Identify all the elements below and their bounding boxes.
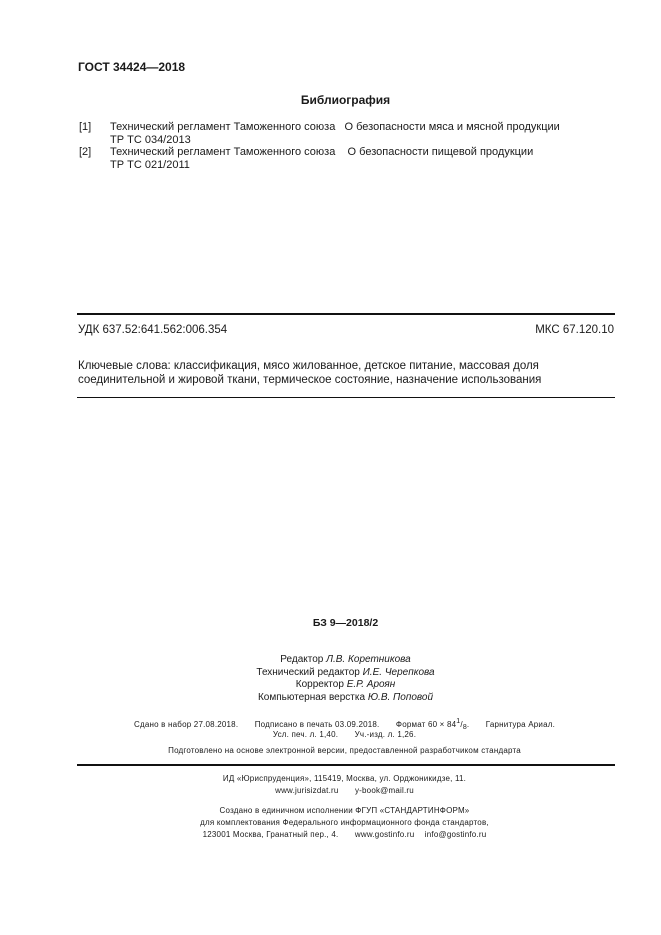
- credit-role: Компьютерная верстка: [257, 691, 366, 703]
- publisher-email-link[interactable]: y-book@mail.ru: [354, 786, 414, 795]
- creator-email-link[interactable]: info@gostinfo.ru: [424, 830, 487, 839]
- bibliography-item-title: Технический регламент Таможенного союза О безопасности пищевой продукции: [110, 146, 534, 158]
- creator-line: для комплектования Федерального информационного фонда стандартов,: [200, 818, 489, 827]
- creator-line: Создано в единичном исполнении ФГУП «СТАНДАРТИНФОРМ»: [219, 806, 470, 815]
- credit-role: Редактор: [280, 654, 324, 665]
- divider-top: [77, 313, 615, 315]
- creator-block: [0, 805, 661, 829]
- publisher-block: [0, 773, 661, 797]
- bibliography-item-code: ТР ТС 021/2011: [110, 159, 190, 171]
- signed-date: Подписано в печать 03.09.2018.: [254, 720, 380, 729]
- bz-number: БЗ 9—2018/2: [312, 617, 379, 629]
- creator-address: 123001 Москва, Гранатный пер., 4.: [202, 830, 339, 839]
- format-numerator: 1: [456, 718, 461, 725]
- pub-sheets: Уч.-изд. л. 1,26.: [354, 730, 417, 739]
- format: Формат $60 \times 84^1/_8$.: [395, 718, 470, 731]
- typeface: Гарнитура Ариал.: [485, 720, 556, 729]
- credit-tech-editor: [30, 667, 661, 680]
- document-code: ГОСТ 34424—2018: [78, 60, 186, 74]
- credit-proofreader: [30, 679, 661, 692]
- print-sheets: Усл. печ. л. 1,40.: [272, 730, 339, 739]
- credits-block: [0, 654, 661, 704]
- credit-name: Е.Р. Ароян: [346, 679, 396, 690]
- bibliography-title: Библиография: [300, 93, 391, 107]
- divider-imprint: [77, 764, 615, 766]
- publisher-address: ИД «Юриспруденция», 115419, Москва, ул. Орджоникидзе, 11.: [222, 774, 467, 783]
- bibliography-item-number: [2]: [79, 146, 92, 158]
- credit-name: И.Е. Черепкова: [362, 666, 435, 678]
- format-suffix: .: [466, 720, 470, 729]
- bibliography-item-title: Технический регламент Таможенного союза О безопасности мяса и мясной продукции: [110, 121, 560, 133]
- udk-code: УДК 637.52:641.562:006.354: [78, 324, 228, 336]
- sheet-details: [0, 730, 661, 739]
- format-denominator: 8: [462, 724, 467, 731]
- credit-role: Технический редактор: [256, 666, 360, 678]
- credit-name: Ю.В. Поповой: [367, 691, 434, 703]
- prepared-note: Подготовлено на основе электронной версии, предоставленной разработчиком стандарта: [168, 746, 521, 755]
- format-prefix: Формат 60 × 84: [395, 720, 457, 729]
- credit-layout: [30, 692, 661, 705]
- divider-bottom: [77, 397, 615, 398]
- keywords: Ключевые слова: классификация, мясо жилованное, детское питание, массовая доля соединительной и жировой ткани, термическое состояние, назначение использования: [78, 360, 542, 386]
- creator-site-link[interactable]: www.gostinfo.ru: [354, 830, 415, 839]
- submitted-date: Сдано в набор 27.08.2018.: [133, 720, 239, 729]
- publisher-site-link[interactable]: www.jurisizdat.ru: [275, 786, 339, 795]
- credit-role: Корректор: [295, 679, 344, 690]
- publisher-contacts: [28, 785, 661, 797]
- creator-contacts: [0, 830, 661, 839]
- credit-editor: [30, 654, 661, 667]
- bibliography-item-number: [1]: [79, 121, 92, 133]
- mks-code: МКС 67.120.10: [535, 324, 614, 336]
- credit-name: Л.В. Коретникова: [326, 654, 411, 665]
- bibliography-item-code: ТР ТС 034/2013: [110, 134, 191, 146]
